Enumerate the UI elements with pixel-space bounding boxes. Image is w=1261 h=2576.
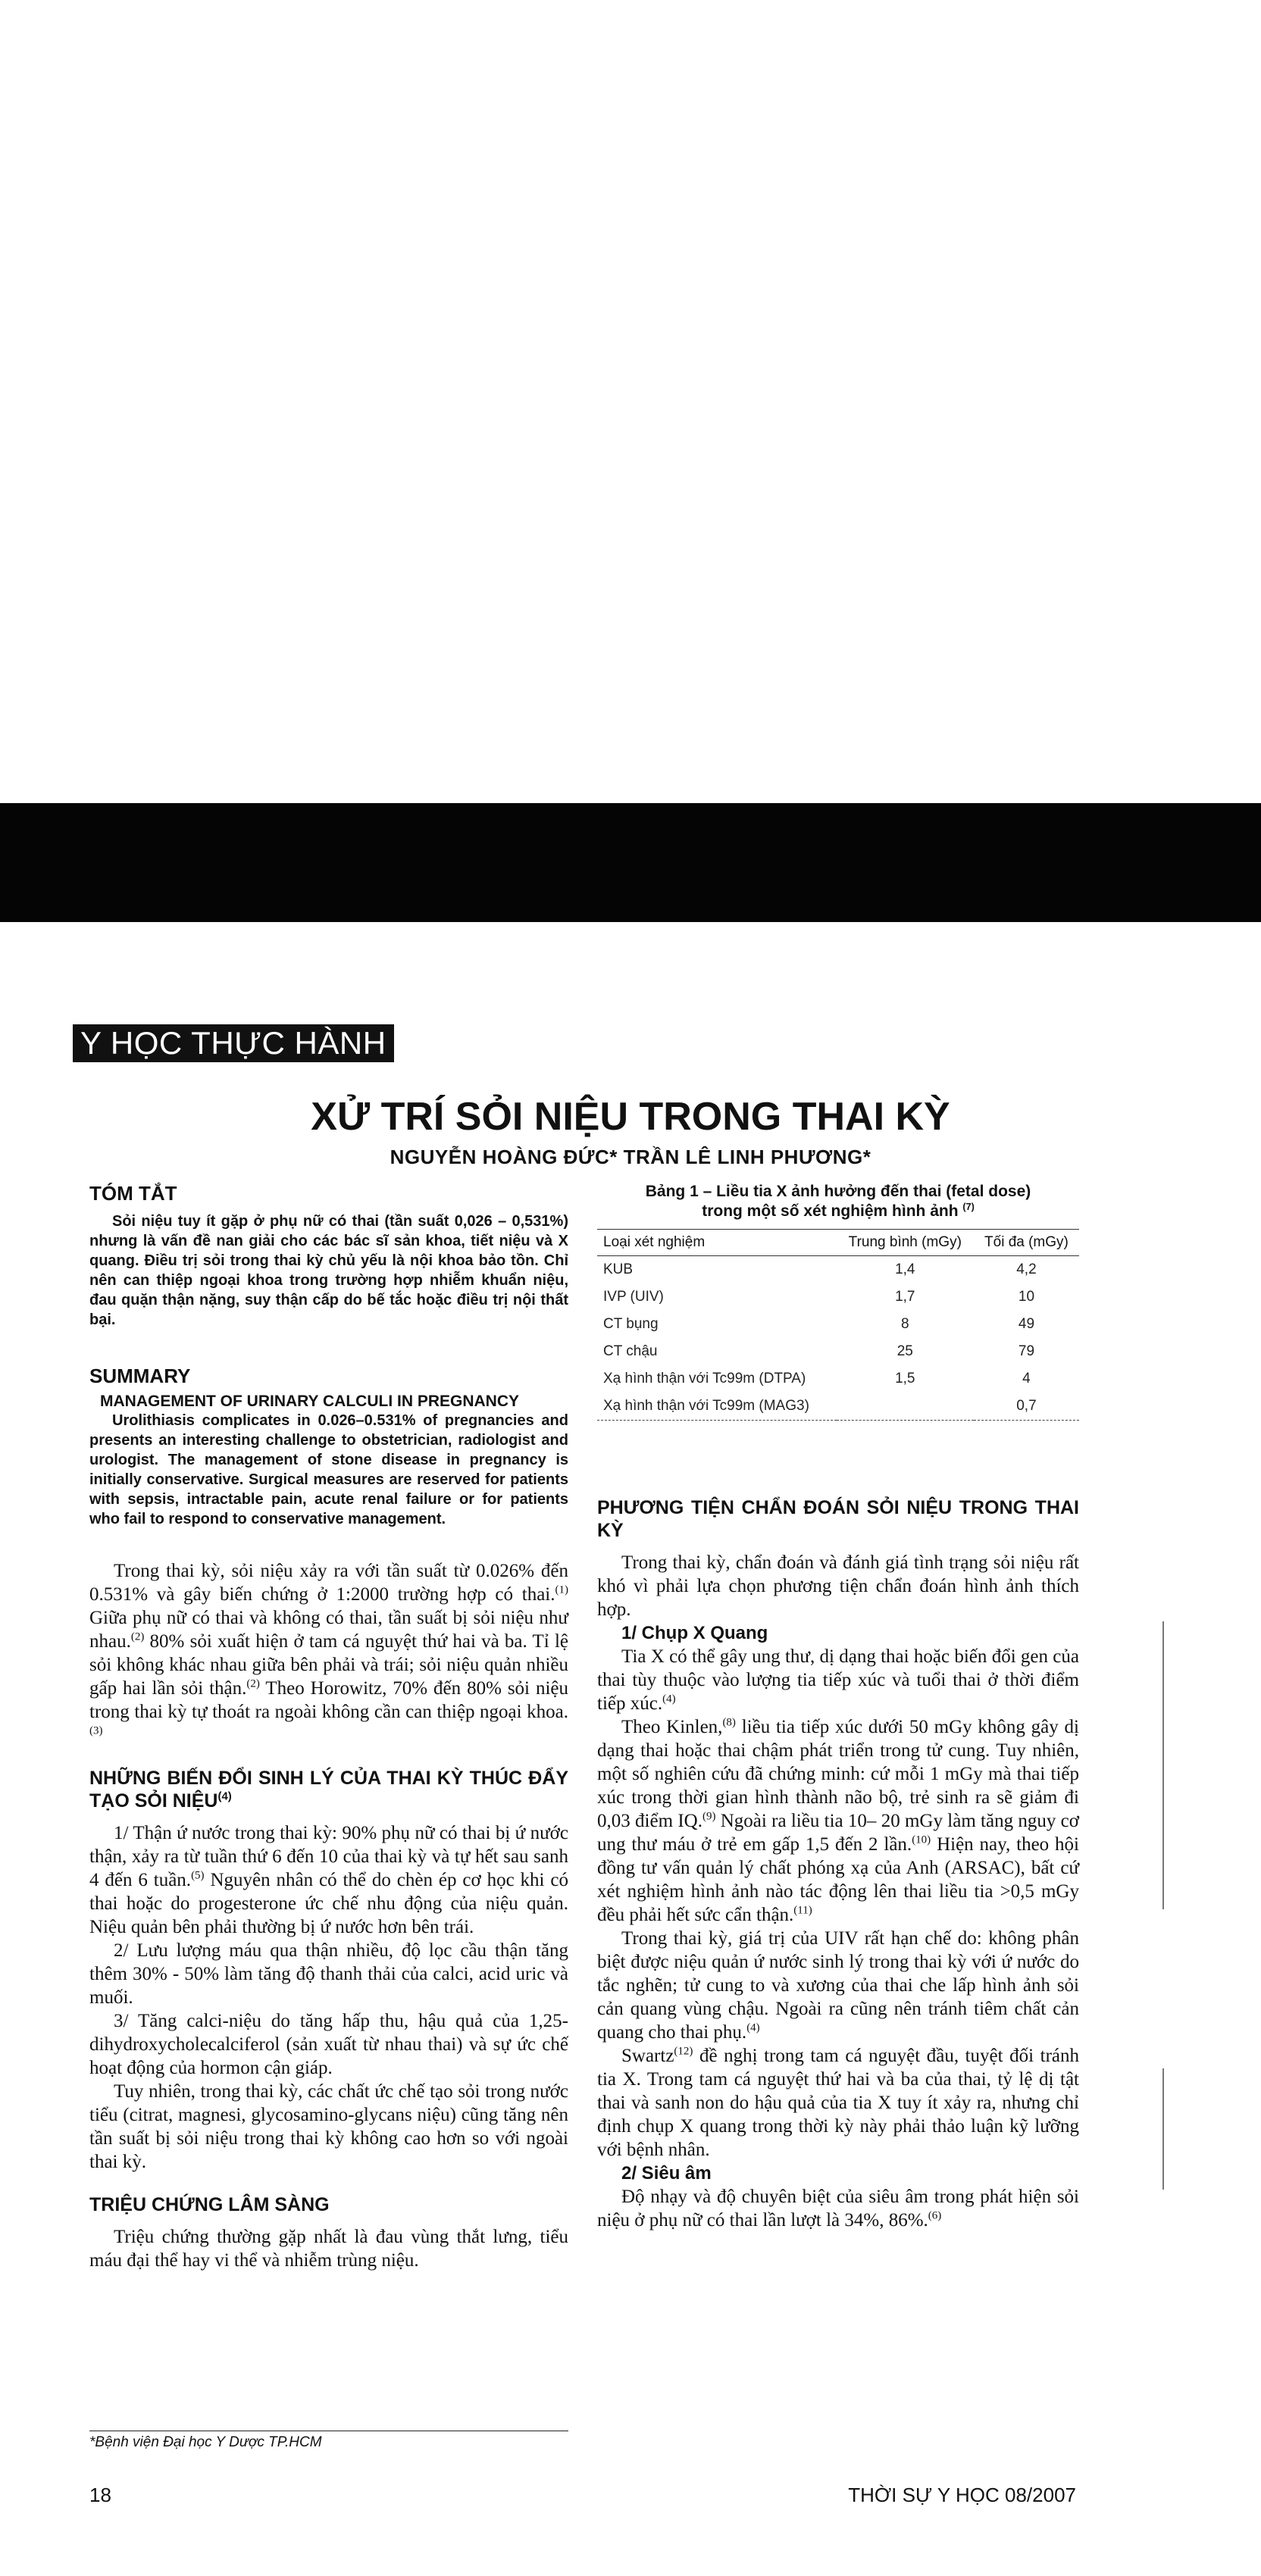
section-tag: Y HỌC THỰC HÀNH bbox=[73, 1024, 394, 1062]
diagnosis-intro: Trong thai kỳ, chẩn đoán và đánh giá tình trạng sỏi niệu rất khó vì phải lựa chọn phương tiện chẩn đoán hình ảnh thích hợp. bbox=[597, 1552, 1079, 1620]
symptoms-heading: TRIỆU CHỨNG LÂM SÀNG bbox=[89, 2194, 330, 2215]
left-column bbox=[89, 1182, 568, 2272]
left-body-text bbox=[89, 1559, 568, 2272]
table-header: Trung bình (mGy) bbox=[837, 1230, 974, 1256]
summary-subtitle: MANAGEMENT OF URINARY CALCULI IN PREGNANCY bbox=[100, 1393, 520, 1410]
intro-paragraph: Trong thai kỳ, sỏi niệu xảy ra với tần suất từ 0.026% đến 0.531% và gây biến chứng ở 1:2000 trường hợp có thai.$^{(1)}$ Giữa phụ nữ có thai và không có thai, tần suất bị sỏi niệu như nhau.$^{(2)}$ 80% sỏi xuất hiện ở tam cá nguyệt thứ hai và ba. Tỉ lệ sỏi không khác nhau giữa bên phải và trái; sỏi niệu quản nhiều gấp hai lần sỏi thận.$^{(2)}$ Theo Horowitz, 70% đến 80% sỏi niệu trong thai kỳ tự thoát ra ngoài không cần can thiệp ngoại khoa.$^{(3)}$ bbox=[89, 1561, 568, 1737]
right-column bbox=[597, 1182, 1079, 2232]
margin-rule bbox=[1162, 1621, 1164, 1909]
ultrasound-subheading: 2/ Siêu âm bbox=[621, 2163, 712, 2184]
summary-heading: SUMMARY bbox=[89, 1365, 191, 1387]
summary-text: Urolithiasis complicates in 0.026–0.531% of pregnancies and presents an interesting challenge to obstetrician, radiologist and urologist. The management of stone disease in pregnancy is initially conservative. Surgical measures are reserved for patients with sepsis, intractable pain, acute renal failure or for patients who fail to respond to conservative management. bbox=[89, 1412, 568, 1527]
uiv-paragraph: Trong thai kỳ, giá trị của UIV rất hạn chế do: không phân biệt được niệu quản ứ nước sinh lý trong thai kỳ với ứ nước do tắc nghẽn; tử cung to và xương của thai che lấp hình ảnh sỏi cản quang vùng chậu. Ngoài ra cũng nên tránh tiêm chất cản quang cho thai phụ.$^{(4)}$ bbox=[597, 1928, 1079, 2043]
tom-tat-heading: TÓM TẮT bbox=[89, 1182, 177, 1205]
physiology-item-4: Tuy nhiên, trong thai kỳ, các chất ức chế tạo sỏi trong nước tiểu (citrat, magnesi, glycosamino-glycans niệu) cũng tăng nên tần suất bị sỏi niệu trong thai kỳ không cao hơn so với ngoài thai kỳ. bbox=[89, 2081, 568, 2172]
fetal-dose-table bbox=[597, 1229, 1079, 1421]
physiology-item-2: 2/ Lưu lượng máu qua thận nhiều, độ lọc cầu thận tăng thêm 30% - 50% làm tăng độ thanh thải của calci, acid uric và muối. bbox=[89, 1940, 568, 2008]
diagnosis-heading: PHƯƠNG TIỆN CHẨN ĐOÁN SỎI NIỆU TRONG THAI KỲ bbox=[597, 1497, 1079, 1541]
kinlen-paragraph: Theo Kinlen,$^{(8)}$ liều tia tiếp xúc dưới 50 mGy không gây dị dạng thai hoặc thai chậm phát triển trong tử cung. Tuy nhiên, một số nghiên cứu đã chứng minh: cứ mỗi 1 mGy mà thai tiếp xúc trong thời gian hình thành não bộ, trẻ sinh ra sẽ giảm đi 0,03 điểm IQ.$^{(9)}$ Ngoài ra liều tia 10– 20 mGy làm tăng nguy cơ ung thư máu ở trẻ em gấp 1,5 đến 2 lần.$^{(10)}$ Hiện nay, theo hội đồng tư vấn quản lý chất phóng xạ của Anh (ARSAC), bất cứ xét nghiệm hình ảnh nào tác động lên thai liều tia >0,5 mGy đều phải hết sức cẩn thận.$^{(11)}$ bbox=[597, 1716, 1080, 1925]
margin-rule bbox=[1162, 2068, 1164, 2190]
physiology-item-1: 1/ Thận ứ nước trong thai kỳ: 90% phụ nữ có thai bị ứ nước thận, xảy ra từ tuần thứ 6 đến 10 của thai kỳ và tự hết sau sanh 4 đến 6 tuần.$^{(5)}$ Nguyên nhân có thể do chèn ép cơ học khi có thai hoặc do progesterone ức chế nhu động của niệu quản. Niệu quản bên phải thường bị ứ nước hơn bên trái. bbox=[89, 1823, 568, 1937]
table-row: Xạ hình thận với Tc99m (MAG3) 0,7 bbox=[597, 1393, 1079, 1421]
table-row: Xạ hình thận với Tc99m (DTPA) 1,5 4 bbox=[603, 1371, 1031, 1386]
right-body-text bbox=[597, 1496, 1079, 2232]
table-header-row bbox=[597, 1230, 1079, 1256]
page-number: 18 bbox=[89, 2484, 111, 2506]
article-authors: NGUYỄN HOÀNG ĐỨC* TRẦN LÊ LINH PHƯƠNG* bbox=[390, 1146, 871, 1168]
scan-black-band bbox=[0, 803, 1261, 922]
ultrasound-paragraph: Độ nhạy và độ chuyên biệt của siêu âm trong phát hiện sỏi niệu ở phụ nữ có thai lần lượt là 34%, 86%.$^{(6)}$ bbox=[597, 2187, 1079, 2231]
symptoms-paragraph: Triệu chứng thường gặp nhất là đau vùng thắt lưng, tiểu máu đại thể hay vi thể và nhiễm trùng niệu. bbox=[89, 2227, 568, 2271]
affiliation-footnote: *Bệnh viện Đại học Y Dược TP.HCM bbox=[89, 2431, 568, 2451]
table-header: Loại xét nghiệm bbox=[597, 1230, 837, 1256]
table-row: CT chậu 25 79 bbox=[603, 1343, 1035, 1359]
xray-paragraph-1: Tia X có thể gây ung thư, dị dạng thai hoặc biến đổi gen của thai tùy thuộc vào lượng tia tiếp xúc và tuổi thai ở thời điểm tiếp xúc.$^{(4)}$ bbox=[597, 1646, 1079, 1714]
summary-abstract bbox=[89, 1411, 568, 1529]
table-header: Tối đa (mGy) bbox=[974, 1230, 1079, 1256]
physiology-item-3: 3/ Tăng calci-niệu do tăng hấp thu, hậu quả của 1,25-dihydroxycholecalciferol (sản xuất từ nhau thai) và sự ức chế hoạt động của hormon cận giáp. bbox=[89, 2011, 568, 2078]
xray-subheading: 1/ Chụp X Quang bbox=[621, 1623, 768, 1643]
table-row: IVP (UIV) 1,7 10 bbox=[603, 1289, 1035, 1305]
swartz-paragraph: Swartz$^{(12)}$ đề nghị trong tam cá nguyệt đầu, tuyệt đối tránh tia X. Trong tam cá nguyệt thứ hai và ba của thai, tỷ lệ dị tật thai và sanh non do hậu quả của tia X tuy ít xảy ra, nhưng chỉ định chụp X quang trong thời kỳ này phải thảo luận kỹ lưỡng với bệnh nhân. bbox=[597, 2045, 1079, 2160]
tom-tat-text: Sỏi niệu tuy ít gặp ở phụ nữ có thai (tần suất 0,026 – 0,531%) nhưng là vấn đề nan giải cho các bác sĩ sản khoa, tiết niệu và X quang. Điều trị sỏi trong thai kỳ chủ yếu là nội khoa bảo tồn. Chỉ nên can thiệp ngoại khoa trong trường hợp nhiễm khuẩn niệu, đau quặn thận nặng, suy thận cấp do bế tắc hoặc điều trị nội thất bại. bbox=[89, 1213, 568, 1328]
journal-name: THỜI SỰ Y HỌC 08/2007 bbox=[848, 2484, 1076, 2506]
article-title: XỬ TRÍ SỎI NIỆU TRONG THAI KỲ bbox=[311, 1095, 950, 1139]
tom-tat-abstract bbox=[89, 1211, 568, 1330]
physiology-heading: NHỮNG BIẾN ĐỔI SINH LÝ CỦA THAI KỲ THÚC ĐẨY TẠO SỎI NIỆU$^{(4)}$ bbox=[89, 1768, 568, 1812]
table-row: CT bụng 8 49 bbox=[603, 1316, 1035, 1332]
table-caption: Bảng 1 – Liều tia X ảnh hưởng đến thai (fetal dose) trong một số xét nghiệm hình ảnh $^{(7)}$ bbox=[645, 1183, 1031, 1220]
table-row: KUB 1,4 4,2 bbox=[603, 1261, 1037, 1277]
